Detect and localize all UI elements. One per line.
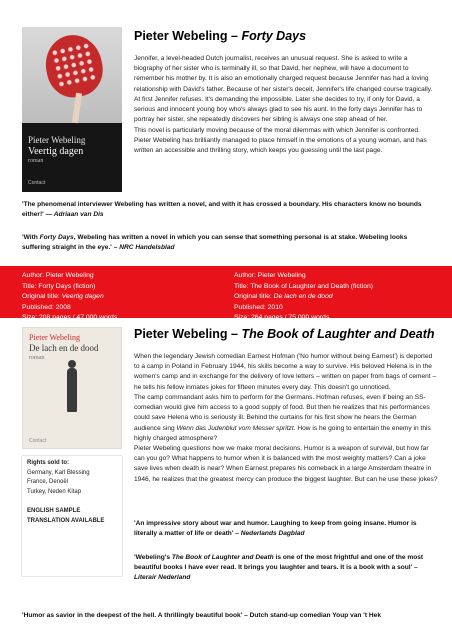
sample-note (27, 507, 117, 526)
rights-line: France, Denoël (27, 479, 69, 486)
sample-note-line2: TRANSLATION AVAILABLE (27, 517, 105, 524)
rights-line: Germany, Karl Blessing (27, 469, 90, 476)
book1-heading (134, 29, 306, 43)
book2-detail-size: Size: 264 pages / 75.000 words (234, 314, 330, 322)
rights-box (22, 456, 122, 576)
book1-heading-title: Forty Days (241, 29, 307, 43)
book1-detail-size: Size: 208 pages / 47.000 words (22, 314, 118, 322)
book2-quote-dagblad: 'An impressive story about war and humor. Laughing to keep from going insane. Humor is literally a matter of life or death' – Nederlands Dagblad (134, 520, 417, 538)
book1-heading-author: Pieter Webeling – (134, 29, 242, 43)
book2-detail-original: Original title: De lach en de dood (234, 293, 333, 301)
book2-details (234, 271, 373, 324)
cover-figure-head (68, 360, 76, 368)
book1-detail-author: Author: Pieter Webeling (22, 272, 94, 279)
book1-detail-published: Published: 2008 (22, 303, 71, 311)
book1-desc-p3: This novel is particularly moving because of the moral dilemmas with which Jennifer is confronted. Pieter Webeling has brilliantly managed to place himself in the emotions of a young woman, and has written an accessible and thrilling story, which keeps you guessing until the last page. (134, 126, 427, 154)
cover-title: De lach en de dood (29, 343, 99, 353)
book2-heading-title: The Book of Laughter and Death (241, 327, 435, 341)
cover-subtitle: roman (29, 355, 45, 361)
cover-publisher: Contact (28, 180, 46, 186)
book1-details (22, 271, 117, 324)
book2-detail-published: Published: 2010 (234, 303, 283, 311)
book1-desc-p1: Jennifer, a level-headed Dutch journalist, receives an unusual request. She is asked to write a biography of her sister who is terminally ill, so that David, her nephew, will have a document to remember his mother by. It is also an emotionally charged request because Jennifer has had a loving relationship with David's father. Because of her sister's deceit, Jennifer's life changed course tragically. (134, 55, 433, 93)
book2-desc-p3: Pieter Webeling questions how we make moral decisions. Humor is a weapon of survival, but how far can you go? What happens to humor when it is balanced with the most weighty matters? Can a joke save lives when death is near? When Earnest prepares his comeback in a large Amsterdam theatre in 1946, he realizes that the greatest mercy can produce the biggest laughter. But can he use these jokes? (134, 444, 438, 483)
book1-detail-title: Title: Forty Days (fiction) (22, 282, 96, 290)
sample-note-line1: ENGLISH SAMPLE (27, 508, 81, 515)
book2-quote-youp: 'Humor as savior in the deepest of the hell. A thrillingly beautiful book' – Dutch stand-up comedian Youp van 't Hek (22, 612, 381, 619)
book-cover-laughter-and-death (22, 327, 122, 449)
book2-heading (134, 327, 435, 341)
book1-desc-p2: At first Jennifer refuses. It's demanding the impossible. Later she decides to try, if only for David, a serious and innocent young boy who's always glad to see his aunt. In the forty days Jennifer has to portray her sister, she repeatedly discovers her sibling is always one step ahead of her. (134, 95, 423, 124)
book1-quote-van-dis: 'The phenomenal interviewer Webeling has written a novel, and with it has crossed a boundary. His characters know no bounds either!' — Adriaan van Dis (22, 201, 422, 219)
rights-label: Rights sold to: (27, 460, 69, 466)
cover-publisher: Contact (29, 438, 47, 444)
cover-title: Veertig dagen (28, 146, 84, 157)
book1-quote-nrc: 'With Forty Days, Webeling has written a novel in which you can sense that something personal is at stake. Webeling looks suffering straight in the eye.' – NRC Handelsblad (22, 234, 408, 252)
book2-detail-title: Title: The Book of Laughter and Death (fiction) (234, 282, 374, 290)
cover-subtitle: roman (28, 158, 44, 164)
book2-heading-author: Pieter Webeling – (134, 327, 242, 341)
details-band (0, 266, 452, 322)
book2-detail-author: Author: Pieter Webeling (234, 272, 306, 279)
book2-quote-literair: 'Webeling's The Book of Laughter and Death is one of the most frightful and one of the most beautiful books I have ever read. It brings you laughter and tears. It is a book with a soul' – Literair Nederland (134, 554, 424, 582)
book2-description (134, 352, 438, 485)
book2-desc-p2: The camp commandant asks him to perform for the Germans. Hofman refuses, even if being an SS-comedian would give him access to a good supply of food. But then he realizes that his performances could save Helena who is seriously ill. Behind the curtains for his first show he hears the German audience sing Wenn das Judenblut vom Messer spritzt. How is he going to entertain the enemy in this highly charged atmosphere? (134, 393, 431, 442)
cover-author: Pieter Webeling (29, 333, 80, 342)
book1-description (134, 54, 438, 156)
book1-detail-original: Original title: Veertig dagen (22, 293, 104, 301)
cover-figure (67, 368, 77, 412)
cover-author: Pieter Webeling (28, 135, 86, 145)
book-cover-forty-days (22, 27, 122, 192)
rights-line: Turkey, Neden Kitap (27, 488, 82, 495)
book2-desc-p1: When the legendary Jewish comedian Earnest Hofman ('No humor without being Earnest') is deported to a camp in Poland in February 1944, his skills become a way to survive. His beloved Helena is in the women's camp and in exchange for the delivery of love letters – written on paper from bags of cement – he tells his fellow inmates jokes for fifteen minutes every day. This doesn't go unnoticed. (134, 353, 437, 391)
